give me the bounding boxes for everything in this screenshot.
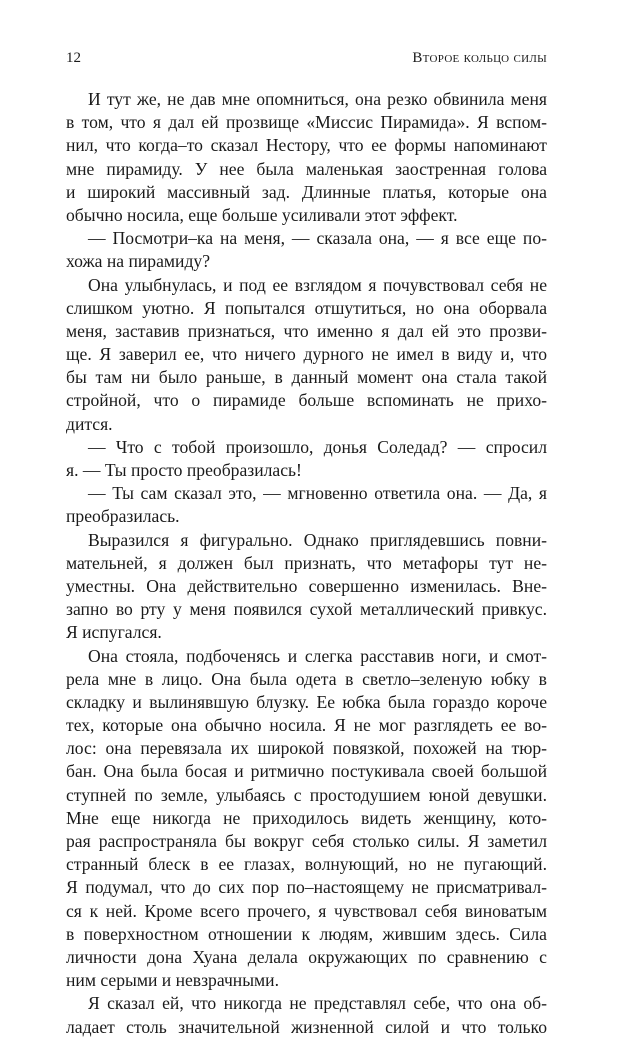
text-line: ся к ней. Кроме всего прочего, я чувствовал себя виноватым xyxy=(66,900,547,921)
text-line: — Посмотри–ка на меня, — сказала она, — я все еще по- xyxy=(88,228,547,249)
text-line: рая распространяла бы вокруг себя столько силы. Я заметил xyxy=(66,831,547,851)
text-line: Она стояла, подбоченясь и слегка расставив ноги, и смот- xyxy=(88,645,547,666)
text-line: в том, что я дал ей прозвище «Миссис Пирамида». Я вспом- xyxy=(66,112,547,133)
text-line: И тут же, не дав мне опомниться, она резко обвинила меня xyxy=(88,89,547,109)
text-line: складку и вылинявшую блузку. Ее юбка была гораздо короче xyxy=(66,691,547,712)
text-line: уместны. Она действительно совершенно изменилась. Вне- xyxy=(66,575,547,596)
text-line: тех, которые она обычно носила. Я не мог разглядеть ее во- xyxy=(66,715,547,736)
page-number: 12 xyxy=(66,50,81,66)
text-line: Она улыбнулась, и под ее взглядом я почувствовал себя не xyxy=(88,274,547,295)
text-line: ним серыми и невзрачными. xyxy=(66,970,279,991)
text-line: Мне еще никогда не приходилось видеть женщину, кото- xyxy=(66,807,547,828)
text-line: и широкий массивный зад. Длинные платья, которые она xyxy=(66,181,547,202)
text-line: — Что с тобой произошло, донья Соледад? — спросил xyxy=(88,436,547,457)
body-text xyxy=(66,88,547,1039)
text-line: слишком уютно. Я попытался отшутиться, но она оборвала xyxy=(66,297,547,318)
text-line: хожа на пирамиду? xyxy=(66,251,211,272)
text-line: дится. xyxy=(66,413,113,434)
text-line: бы там ни было раньше, в данный момент она стала такой xyxy=(66,367,547,388)
text-line: в поверхностном отношении к людям, жившим здесь. Сила xyxy=(66,923,547,944)
text-line: Я испугался. xyxy=(66,622,162,643)
text-line: ступней по земле, улыбаясь с простодушием юной девушки. xyxy=(66,784,547,805)
text-line: нил, что когда–то сказал Нестору, что ее формы напоминают xyxy=(66,135,547,156)
text-line: ще. Я заверил ее, что ничего дурного не имел в виду и, что xyxy=(66,344,547,365)
text-line: бан. Она была босая и ритмично постукивала своей большой xyxy=(66,761,547,782)
text-line: личности дона Хуана делала окружающих по сравнению с xyxy=(66,946,547,967)
text-line: Я сказал ей, что никогда не представлял себе, что она об- xyxy=(88,993,547,1014)
page-header xyxy=(66,48,547,68)
text-line: ладает столь значительной жизненной силой и что только xyxy=(66,1016,547,1037)
text-line: — Ты сам сказал это, — мгновенно ответила она. — Да, я xyxy=(88,483,547,504)
text-line: мне пирамиду. У нее была маленькая заостренная голова xyxy=(66,158,547,179)
text-line: рела мне в лицо. Она была одета в светло–зеленую юбку в xyxy=(66,668,547,689)
text-line: мательней, я должен был признать, что метафоры тут не- xyxy=(66,552,547,573)
text-line: лос: она перевязала их широкой повязкой, похожей на тюр- xyxy=(66,738,547,759)
text-line: я. — Ты просто преобразилась! xyxy=(66,460,302,480)
text-line: Выразился я фигурально. Однако приглядевшись повни- xyxy=(88,529,547,550)
text-line: Я подумал, что до сих пор по–настоящему не присматривал- xyxy=(66,877,547,898)
text-line: запно во рту у меня появился сухой металлический привкус. xyxy=(66,599,547,620)
text-line: странный блеск в ее глазах, волнующий, но не пугающий. xyxy=(66,854,547,875)
text-line: меня, заставив признаться, что именно я дал ей это прозви- xyxy=(66,320,547,341)
text-line: преобразилась. xyxy=(66,506,180,527)
running-title: Второе кольцо силы xyxy=(412,50,547,66)
text-line: обычно носила, еще больше усиливали этот эффект. xyxy=(66,204,458,225)
text-line: стройной, что о пирамиде больше вспоминать не прихо- xyxy=(66,390,547,411)
